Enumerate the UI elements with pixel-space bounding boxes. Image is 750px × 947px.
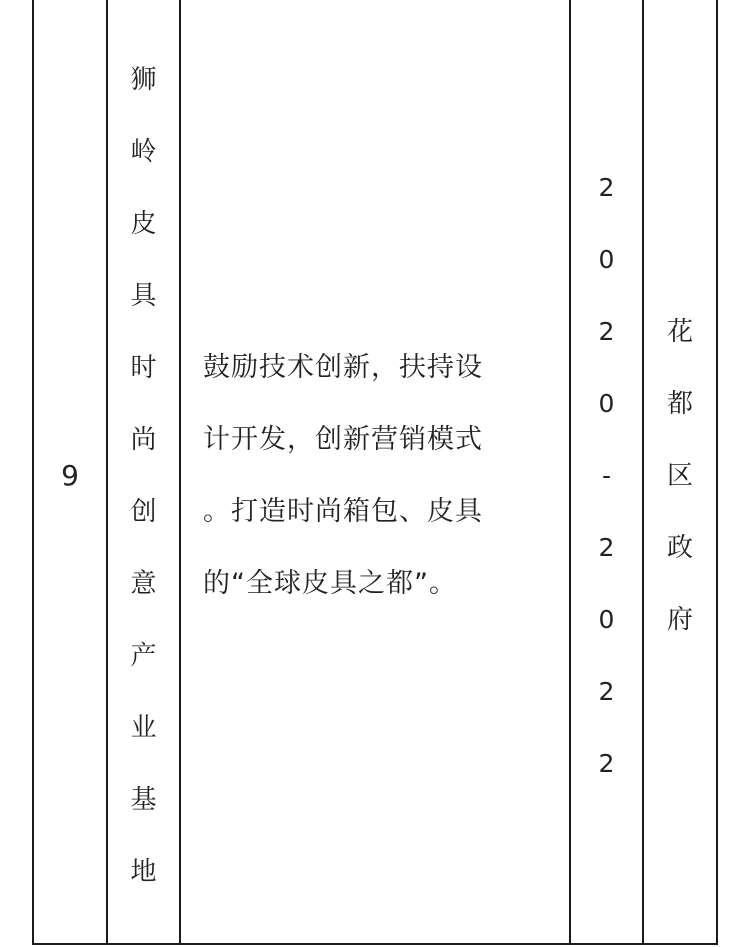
- project-name-char: 地: [130, 857, 157, 887]
- project-name-char: 时: [130, 353, 157, 383]
- cell-index: [34, 0, 108, 943]
- project-name-char: 意: [130, 569, 157, 599]
- cell-project-name: [108, 0, 181, 943]
- project-name-char: 创: [130, 497, 157, 527]
- period-char: 2: [598, 317, 615, 346]
- cell-period: [571, 0, 644, 943]
- period-char: 2: [598, 173, 615, 202]
- project-name-char: 岭: [130, 137, 157, 167]
- project-name-char: 基: [130, 785, 157, 815]
- department-char: 都: [666, 389, 693, 419]
- period-char: -: [601, 461, 612, 490]
- project-name-vertical: [108, 44, 179, 908]
- row-number: 9: [61, 459, 79, 492]
- period-char: 2: [598, 749, 615, 778]
- department-char: 府: [666, 605, 693, 635]
- project-name-char: 皮: [130, 209, 157, 239]
- period-char: 2: [598, 533, 615, 562]
- project-name-char: 业: [130, 713, 157, 743]
- project-name-char: 具: [130, 281, 157, 311]
- period-char: 0: [598, 605, 615, 634]
- project-name-char: 狮: [130, 65, 157, 95]
- cell-department: [644, 0, 718, 943]
- department-char: 区: [666, 461, 693, 491]
- period-char: 0: [598, 245, 615, 274]
- department-char: 政: [666, 533, 693, 563]
- project-name-char: 产: [130, 641, 157, 671]
- period-vertical: [571, 152, 642, 800]
- project-name-char: 尚: [130, 425, 157, 455]
- period-char: 0: [598, 389, 615, 418]
- department-vertical: [644, 296, 716, 656]
- cell-description: [181, 0, 571, 943]
- description-text: 鼓励技术创新，扶持设 计开发，创新营销模式 。打造时尚箱包、皮具 的“全球皮具之都”。: [203, 352, 483, 599]
- department-char: 花: [666, 317, 693, 347]
- table-row: [32, 0, 718, 945]
- period-char: 2: [598, 677, 615, 706]
